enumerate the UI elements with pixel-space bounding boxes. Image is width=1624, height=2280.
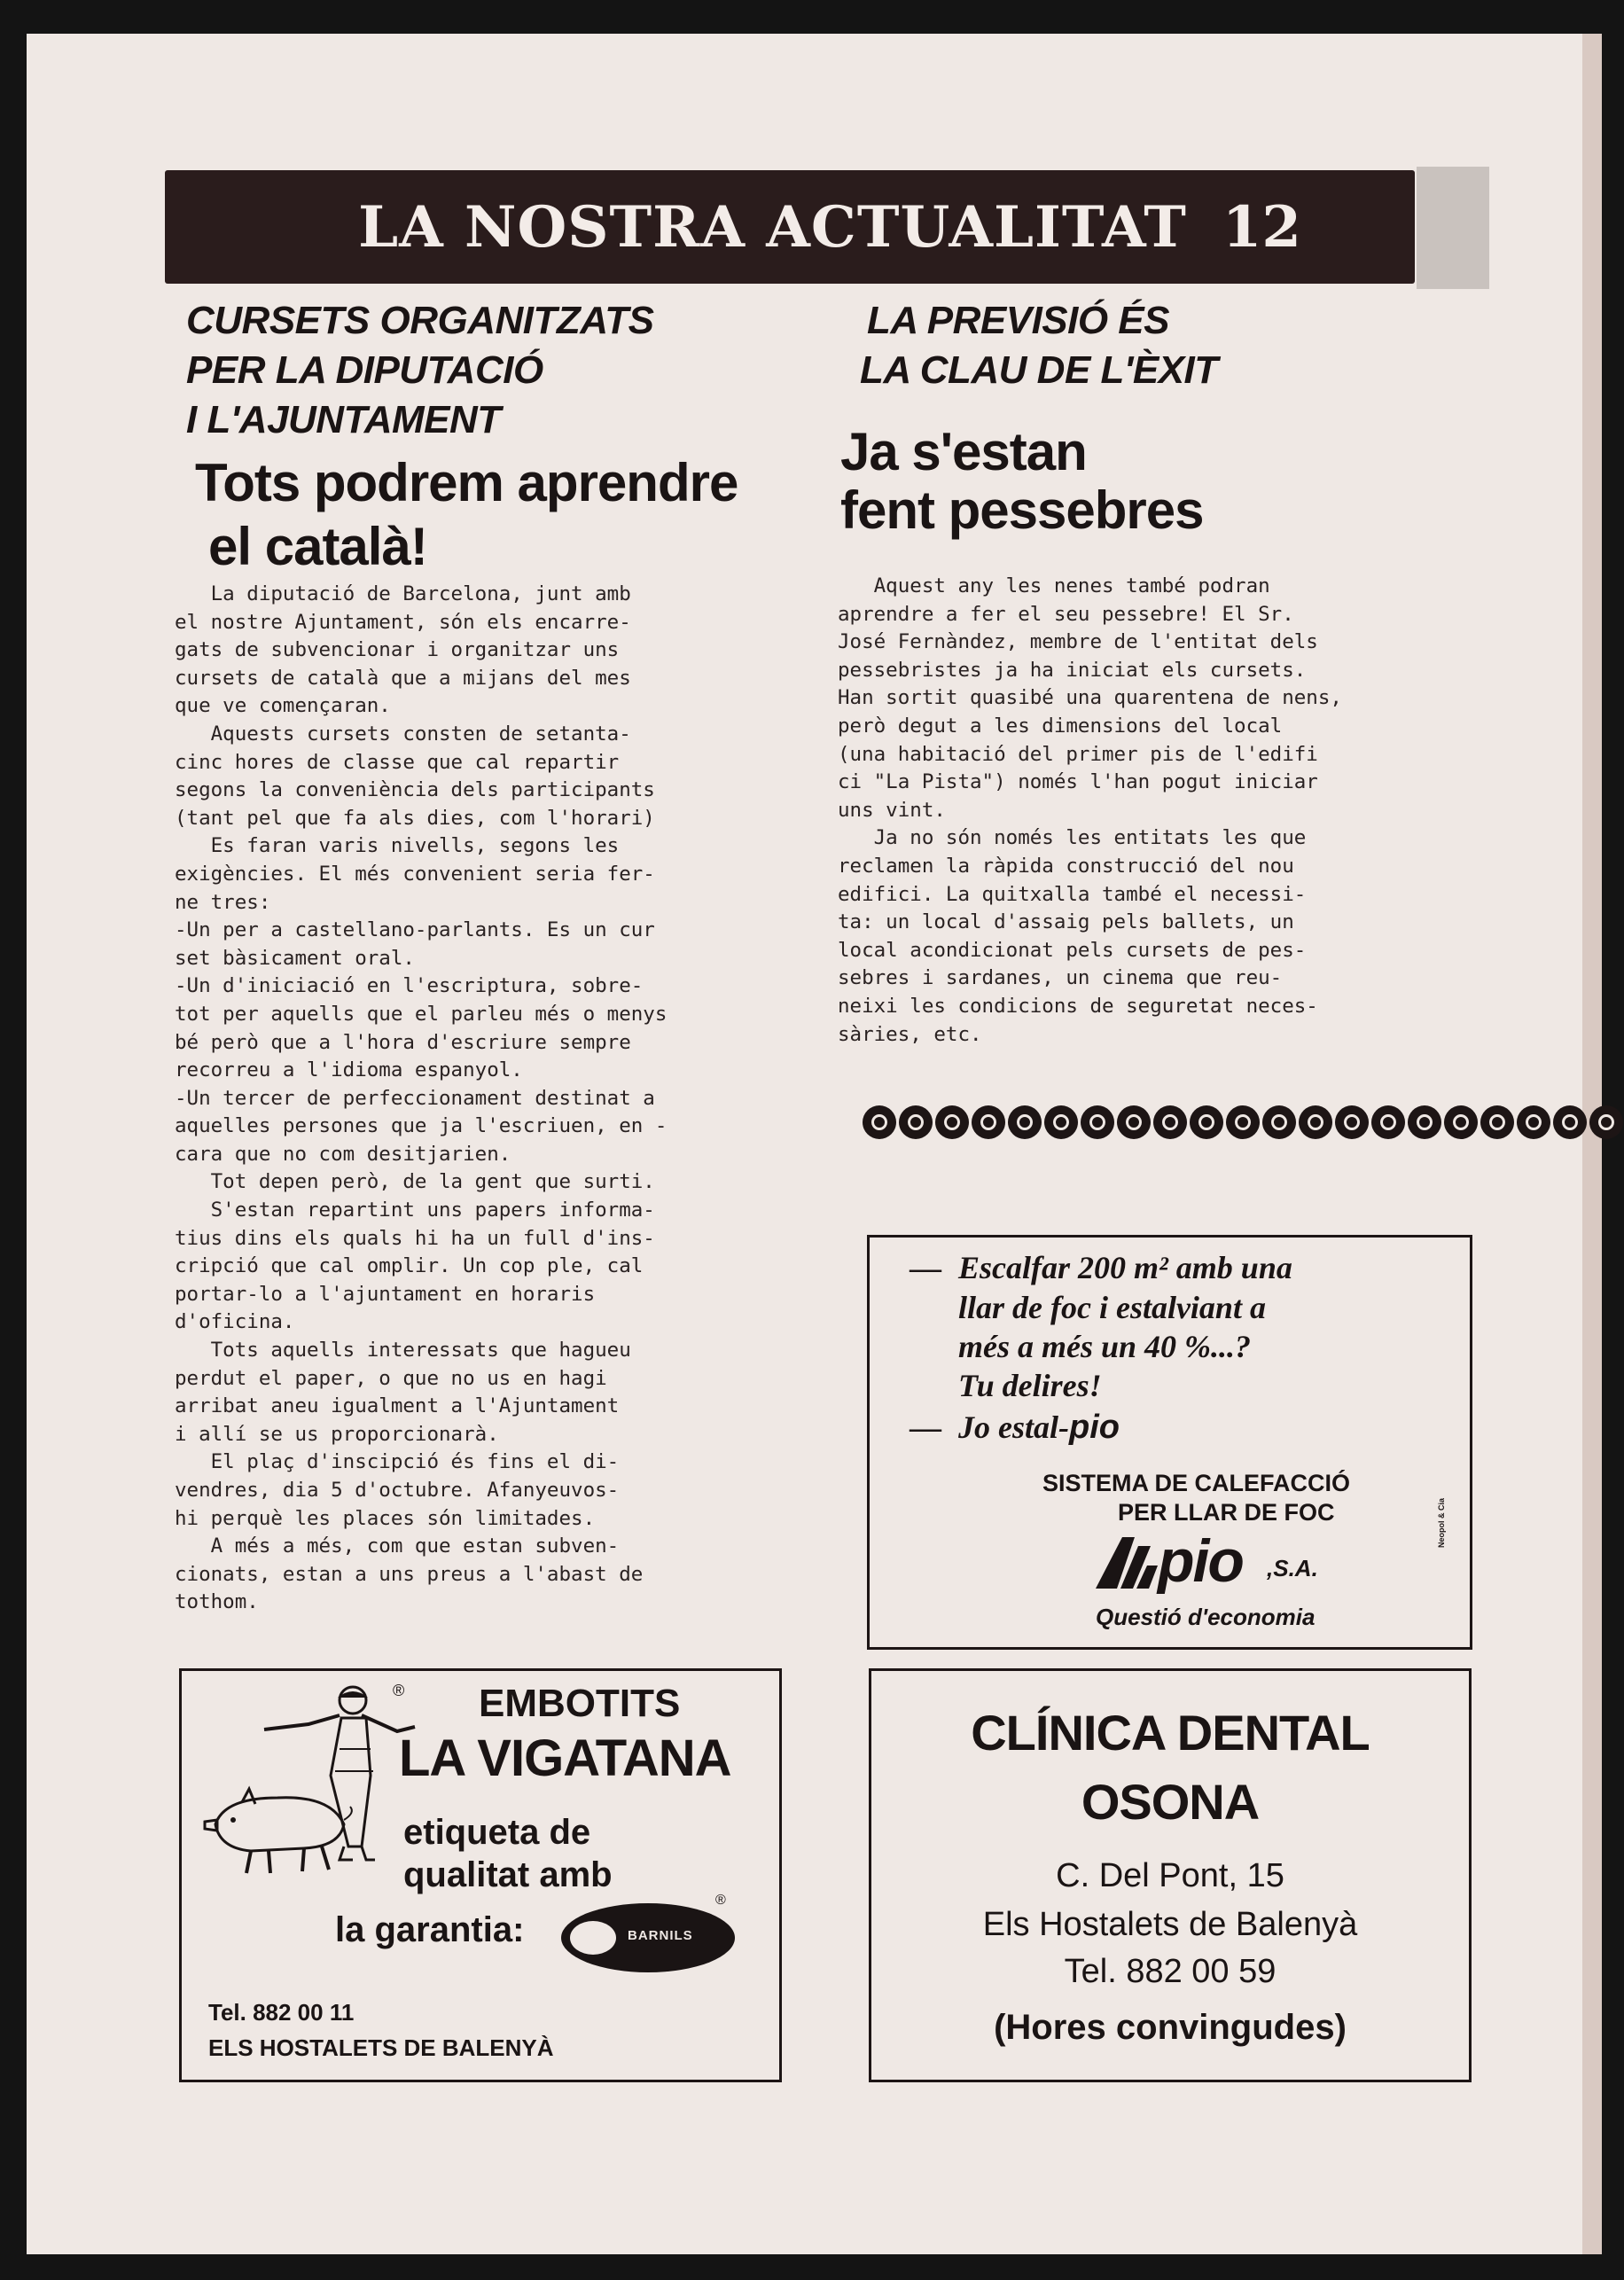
left-kicker-3: I L'AJUNTAMENT: [186, 398, 501, 441]
ornament-ring: [1044, 1105, 1078, 1139]
apio-line-3: més a més un 40 %...?: [958, 1329, 1252, 1364]
right-kicker-2: LA CLAU DE L'ÈXIT: [860, 348, 1218, 392]
ornament-ring: [863, 1105, 896, 1139]
butcher-pig-icon: [198, 1678, 419, 1882]
ornament-ring: [1517, 1105, 1550, 1139]
left-kicker-2: PER LA DIPUTACIÓ: [186, 348, 543, 392]
clinica-tel: Tel. 882 00 59: [1064, 1953, 1277, 1990]
ornament-ring: [972, 1105, 1005, 1139]
ornament-ring: [1408, 1105, 1441, 1139]
right-article-body: Aquest any les nenes també podran aprendre a fer el seu pessebre! El Sr. José Fernàndez, membre de l'entitat dels pessebristes ja ha iniciat els cursets. Han sortit quasibé una quarentena de nens, però degut a les dimensions del local (una habitació del primer pis de l'edifi ci "La Pista") només l'han pogut iniciar uns vint. Ja no són només les entitats les que reclamen la ràpida construcció del nou edifici. La quitxalla també el necessi- ta: un local d'assaig pels ballets, un local acondicionat pels cursets de pes- sebres i sardanes, un cinema que reu- neixi les condicions de seguretat neces- sàries, etc.: [838, 574, 1342, 1046]
facing-page-tab: [1417, 167, 1489, 289]
ornament-ring: [1589, 1105, 1623, 1139]
right-headline-1: Ja s'estan: [840, 422, 1087, 481]
registered-mark: ®: [393, 1682, 405, 1699]
clinica-title-1: CLÍNICA DENTAL: [971, 1705, 1370, 1761]
left-article-body: La diputació de Barcelona, junt amb el nostre Ajuntament, són els encarre- gats de subvencionar i organitzar uns cursets de català que a mijans del mes que ve començaran. Aquests cursets consten de setanta- cinc hores de classe que cal repartir segons la conveniència dels participants (tant pel que fa als dies, com l'horari) Es faran varis nivells, segons les exigències. El més convenient seria fer- ne tres: -Un per a castellano-parlants. Es un cur set bàsicament oral. -Un d'iniciació en l'escriptura, sobre- tot per aquells que el parleu més o menys bé però que a l'hora d'escriure sempre recorreu a l'idioma espanyol. -Un tercer de perfeccionament destinat a aquelles persones que ja l'escriuen, en - cara que no com desitjarien. Tot depen però, de la gent que surti. S'estan repartint uns papers informa- tius dins els quals hi ha un full d'ins- cripció que cal omplir. Un cop ple, cal portar-lo a l'ajuntament en horaris d'oficina. Tots aquells interessats que hagueu perdut el paper, o que no us en hagi arribat aneu igualment a l'Ajuntament i allí se us proporcionarà. El plaç d'inscipció és fins el di- vendres, dia 5 d'octubre. Afanyeuvos- hi perquè les places són limitades. A més a més, com que estan subven- cionats, estan a uns preus a l'abast de tothom.: [175, 582, 668, 1614]
section-header: [165, 170, 1415, 284]
apio-slogan-prefix: Jo estal-: [958, 1409, 1069, 1445]
right-headline-2: fent pessebres: [840, 480, 1204, 540]
ornament-ring: [1262, 1105, 1296, 1139]
ornament-ring: [1190, 1105, 1223, 1139]
clinica-ad: [869, 1668, 1472, 2082]
page-number: 12: [1222, 193, 1301, 261]
vigatana-line-2: LA VIGATANA: [399, 1730, 731, 1787]
section-title: LA NOSTRA ACTUALITAT: [358, 193, 1187, 261]
vigatana-slogan-2: qualitat amb: [403, 1855, 613, 1894]
ornament-divider: [863, 1105, 1623, 1146]
ornament-ring: [1153, 1105, 1187, 1139]
apio-brand: pio: [1158, 1527, 1243, 1595]
clinica-hours: (Hores convingudes): [994, 2008, 1347, 2047]
clinica-address: C. Del Pont, 15: [1056, 1857, 1284, 1894]
apio-credit: Neopol & Cia: [1437, 1497, 1446, 1548]
apio-system-2: PER LLAR DE FOC: [1118, 1499, 1335, 1526]
vigatana-tel: Tel. 882 00 11: [208, 1999, 355, 2026]
vigatana-slogan-1: etiqueta de: [403, 1813, 591, 1852]
apio-system-1: SISTEMA DE CALEFACCIÓ: [1042, 1470, 1351, 1496]
vigatana-town: ELS HOSTALETS DE BALENYÀ: [208, 2034, 554, 2061]
ornament-ring: [1008, 1105, 1042, 1139]
left-kicker-1: CURSETS ORGANITZATS: [186, 299, 654, 342]
apio-tagline: Questió d'economia: [1096, 1604, 1316, 1630]
apio-logo-icon: [1096, 1537, 1159, 1590]
apio-line-4: Tu delires!: [958, 1368, 1102, 1403]
dash-1: —: [910, 1250, 941, 1285]
ornament-ring: [1371, 1105, 1405, 1139]
barnils-label-icon: [561, 1903, 735, 1972]
apio-line-5: [958, 1409, 1120, 1447]
apio-slogan-brand: pio: [1068, 1409, 1120, 1446]
apio-line-2: llar de foc i estalviant a: [958, 1290, 1266, 1325]
vigatana-line-1: EMBOTITS: [479, 1682, 681, 1725]
apio-line-1: Escalfar 200 m² amb una: [958, 1250, 1292, 1285]
clinica-town: Els Hostalets de Balenyà: [982, 1906, 1358, 1943]
vigatana-slogan-3: la garantia:: [335, 1910, 525, 1949]
ornament-ring: [1553, 1105, 1587, 1139]
ornament-ring: [899, 1105, 933, 1139]
ornament-ring: [1117, 1105, 1151, 1139]
clinica-title-2: OSONA: [1081, 1774, 1260, 1830]
barnils-label-text: BARNILS: [628, 1928, 693, 1943]
ornament-ring: [1299, 1105, 1332, 1139]
ornament-ring: [1226, 1105, 1260, 1139]
ornament-ring: [1480, 1105, 1514, 1139]
vigatana-ad: [179, 1668, 782, 2082]
left-headline-1: Tots podrem aprendre: [195, 453, 738, 512]
left-headline-2: el català!: [208, 517, 427, 576]
ornament-ring: [1444, 1105, 1478, 1139]
ornament-ring: [1335, 1105, 1369, 1139]
apio-brand-suffix: ,S.A.: [1267, 1555, 1318, 1581]
ornament-ring: [1081, 1105, 1114, 1139]
right-kicker-1: LA PREVISIÓ ÉS: [867, 299, 1170, 342]
registered-mark-2: ®: [715, 1893, 726, 1908]
dash-2: —: [910, 1409, 941, 1445]
ornament-ring: [935, 1105, 969, 1139]
apio-ad: [867, 1235, 1472, 1650]
